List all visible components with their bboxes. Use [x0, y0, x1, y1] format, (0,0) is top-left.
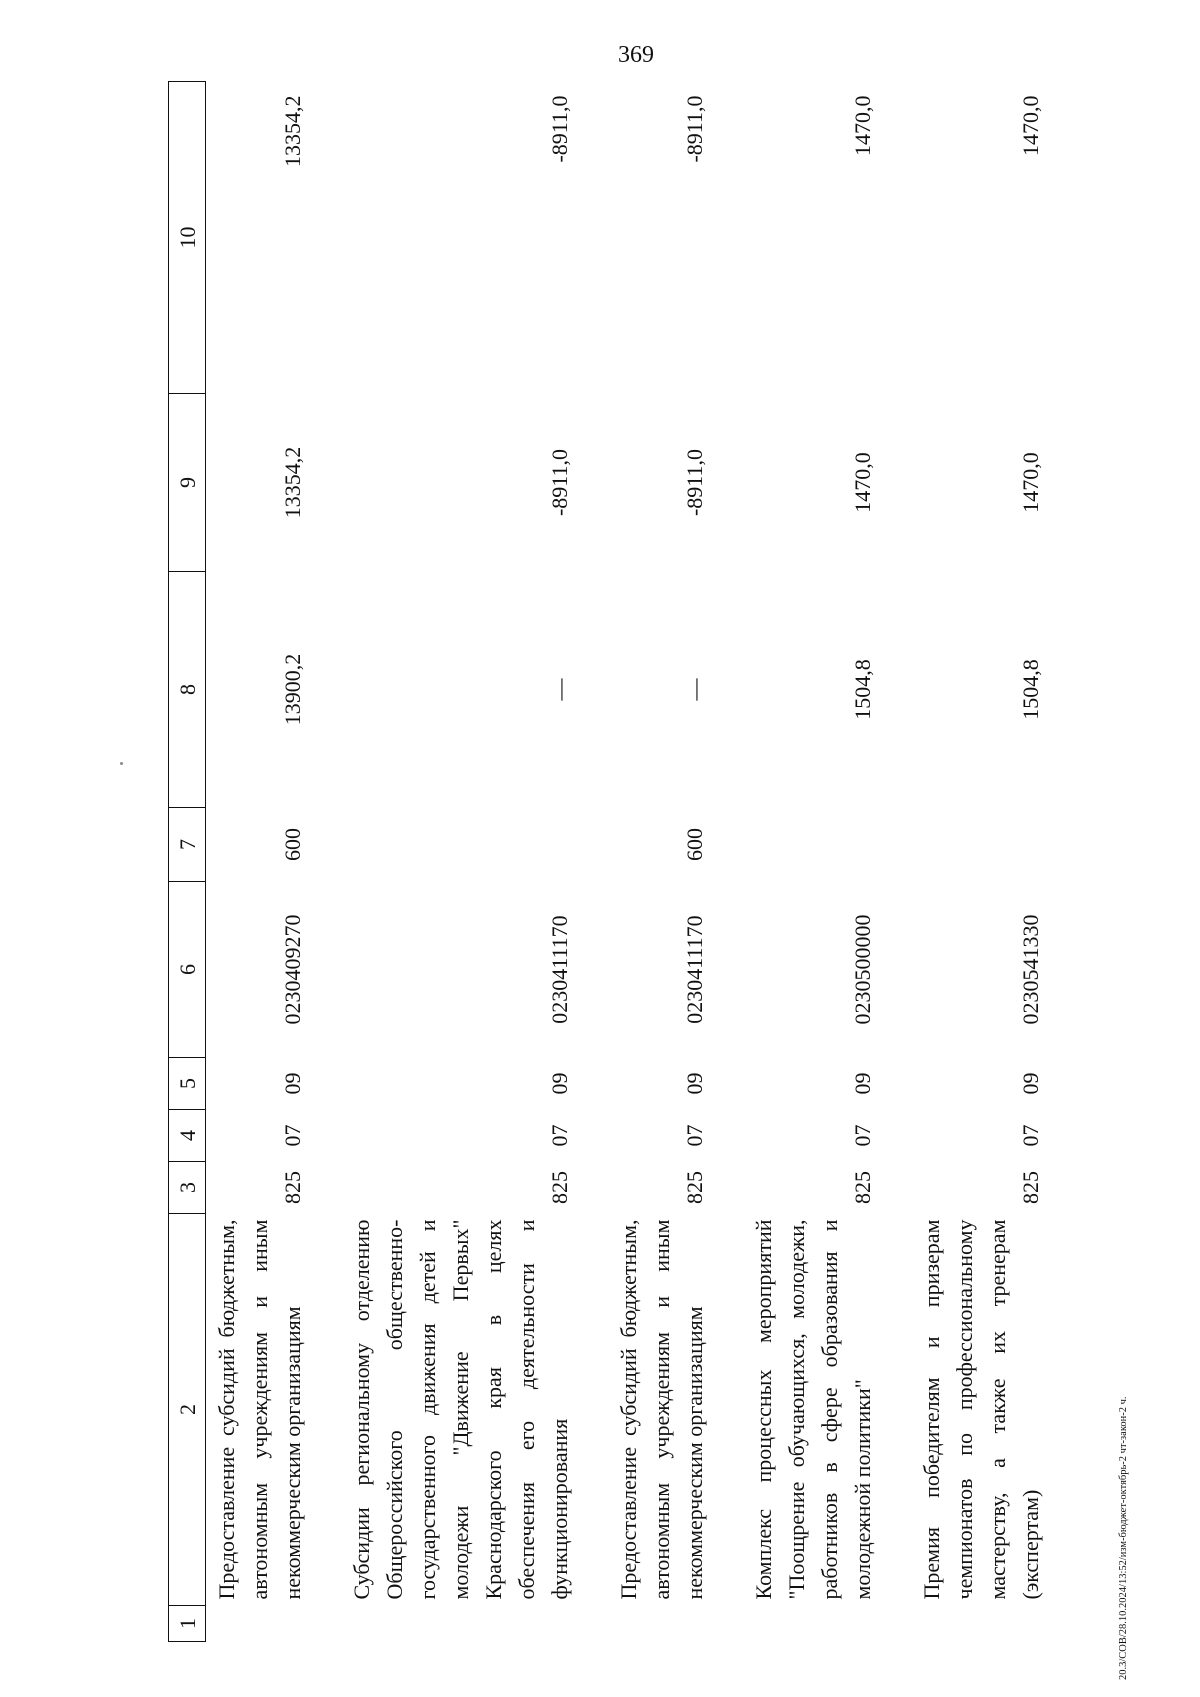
budget-table [168, 81, 1047, 1642]
row-number [907, 1606, 1047, 1642]
section-code: 07 [1018, 1124, 1043, 1147]
table-header-row [169, 82, 206, 1642]
table-row [739, 82, 879, 1642]
target-article-code: 0230409270 [280, 914, 305, 1025]
amount-col-8: — [547, 678, 572, 701]
amount-col-10: 13354,2 [280, 95, 305, 167]
subsection-code: 09 [547, 1072, 572, 1095]
target-article-code: 0230411170 [682, 915, 707, 1024]
amount-col-8: 1504,8 [850, 659, 875, 720]
ministry-code: 825 [547, 1171, 572, 1204]
table-row [907, 82, 1047, 1642]
target-article-code: 0230500000 [850, 914, 875, 1025]
ministry-code: 825 [280, 1171, 305, 1204]
amount-col-9: 1470,0 [1018, 452, 1043, 513]
row-number [206, 1606, 310, 1642]
row-description: Комплекс процессных мероприятий "Поощрение обучающихся, молодежи, работников в сфере образования и молодежной политики" [751, 1219, 875, 1600]
subsection-code: 09 [682, 1072, 707, 1095]
column-header-5: 5 [169, 1058, 206, 1110]
column-header-9: 9 [169, 394, 206, 572]
column-header-6: 6 [169, 882, 206, 1058]
row-description: Предоставление субсидий бюджетным, автономным учреждениям и иным некоммерческим организациям [616, 1219, 707, 1600]
ministry-code: 825 [1018, 1171, 1043, 1204]
page-number: 369 [618, 42, 654, 68]
column-header-4: 4 [169, 1110, 206, 1162]
subsection-code: 09 [850, 1072, 875, 1095]
row-number [739, 1606, 879, 1642]
amount-col-9: -8911,0 [547, 449, 572, 517]
column-header-10: 10 [169, 82, 206, 394]
section-code: 07 [682, 1124, 707, 1147]
row-number [604, 1606, 711, 1642]
amount-col-10: -8911,0 [547, 95, 572, 163]
row-spacer [879, 82, 907, 1642]
row-number [337, 1606, 576, 1642]
rotated-landscape-page [168, 82, 1043, 1642]
section-code: 07 [280, 1124, 305, 1147]
column-header-7: 7 [169, 808, 206, 882]
expense-type-code: 600 [280, 828, 305, 861]
amount-col-10: 1470,0 [1018, 95, 1043, 156]
amount-col-8: 1504,8 [1018, 659, 1043, 720]
table-row [206, 82, 310, 1642]
ministry-code: 825 [682, 1171, 707, 1204]
amount-col-9: 1470,0 [850, 452, 875, 513]
document-footer-code: 20.3/СОВ/28.10.2024/13:52/изм-бюджет-октябрь-2 чт-закон-2 ч. [1118, 1396, 1129, 1680]
amount-col-9: 13354,2 [280, 446, 305, 519]
amount-col-8: 13900,2 [280, 653, 305, 726]
amount-col-10: -8911,0 [682, 95, 707, 163]
expense-type-code [907, 808, 1047, 882]
expense-type-code: 600 [682, 828, 707, 861]
row-spacer [309, 82, 337, 1642]
section-code: 07 [547, 1124, 572, 1147]
column-header-1: 1 [169, 1606, 206, 1642]
column-header-8: 8 [169, 572, 206, 808]
expense-type-code [337, 808, 576, 882]
amount-col-8: — [682, 678, 707, 701]
column-header-3: 3 [169, 1162, 206, 1214]
subsection-code: 09 [280, 1072, 305, 1095]
target-article-code: 0230541330 [1018, 914, 1043, 1025]
column-header-2: 2 [169, 1214, 206, 1606]
table-row [604, 82, 711, 1642]
section-code: 07 [850, 1124, 875, 1147]
row-description: Предоставление субсидий бюджетным, автономным учреждениям и иным некоммерческим организациям [214, 1219, 305, 1600]
row-description: Субсидии региональному отделению Общероссийского общественно-государственного движения детей и молодежи "Движение Первых" Краснодарского края в целях обеспечения его деятельности и функционирования [349, 1219, 572, 1600]
amount-col-9: -8911,0 [682, 449, 707, 517]
row-spacer [576, 82, 604, 1642]
table-row [337, 82, 576, 1642]
row-spacer [711, 82, 739, 1642]
ministry-code: 825 [850, 1171, 875, 1204]
amount-col-10: 1470,0 [850, 95, 875, 156]
expense-type-code [739, 808, 879, 882]
scan-speck [120, 762, 123, 765]
subsection-code: 09 [1018, 1072, 1043, 1095]
target-article-code: 0230411170 [547, 915, 572, 1024]
row-description: Премия победителям и призерам чемпионатов по профессиональному мастерству, а также их тренерам (экспертам) [919, 1219, 1043, 1600]
